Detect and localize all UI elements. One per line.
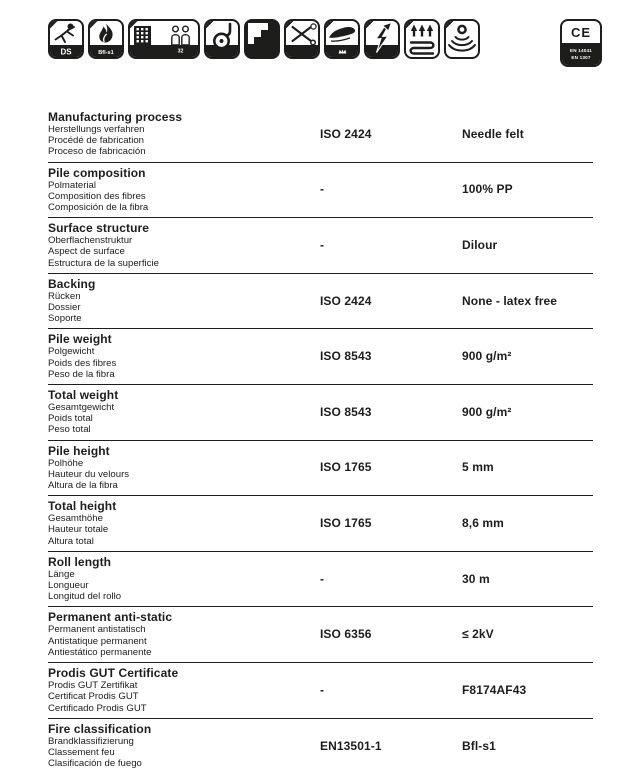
table-row — [48, 495, 593, 551]
spec-subtitle-de: Permanent antistatisch — [48, 624, 146, 636]
spec-subtitle-fr: Certificat Prodis GUT — [48, 691, 139, 703]
spec-subtitle-es: Peso total — [48, 424, 91, 436]
spec-value: 30 m — [462, 571, 490, 586]
spec-value-cell — [462, 444, 593, 492]
spec-standard: - — [320, 571, 325, 586]
spec-standard-cell — [320, 722, 462, 770]
spec-standard-cell — [320, 444, 462, 492]
spec-value-cell — [462, 555, 593, 603]
spec-subtitle-fr: Poids total — [48, 413, 93, 425]
spec-value-cell — [462, 388, 593, 436]
spec-subtitle-es: Estructura de la superficie — [48, 257, 159, 269]
spec-subtitle-de: Länge — [48, 568, 75, 580]
ce-mark-letters: CE — [570, 24, 592, 40]
spec-value: 5 mm — [462, 460, 494, 475]
spec-value-cell — [462, 166, 593, 214]
spec-standard: ISO 1765 — [320, 460, 372, 475]
table-row — [48, 384, 593, 440]
usage-class-icon — [128, 19, 200, 59]
spec-title: Prodis GUT Certificate — [48, 666, 179, 681]
spec-label-cell — [48, 277, 320, 325]
spec-value: None - latex free — [462, 293, 558, 308]
spec-subtitle-fr: Dossier — [48, 302, 81, 314]
table-row — [48, 718, 593, 773]
spec-value: 900 g/m² — [462, 404, 512, 419]
spec-standard: - — [320, 182, 325, 197]
spec-label-cell — [48, 221, 320, 269]
spec-subtitle-es: Composición de la fibra — [48, 202, 149, 214]
spec-subtitle-fr: Procédé de fabrication — [48, 135, 144, 147]
spec-label-cell — [48, 610, 320, 658]
spec-value: Dilour — [462, 238, 498, 253]
spec-label-cell — [48, 444, 320, 492]
spec-title: Backing — [48, 276, 96, 291]
fire-rating-icon — [88, 19, 124, 59]
spec-value: 100% PP — [462, 182, 513, 197]
spec-standard: ISO 8543 — [320, 404, 372, 419]
spec-subtitle-de: Rücken — [48, 290, 81, 302]
spec-subtitle-de: Gesamthöhe — [48, 513, 103, 525]
spec-subtitle-es: Proceso de fabricación — [48, 146, 146, 158]
spec-subtitle-fr: Hauteur du velours — [48, 468, 130, 480]
spec-value: 8,6 mm — [462, 516, 504, 531]
spec-standard-cell — [320, 610, 462, 658]
spec-value: ≤ 2kV — [462, 627, 494, 642]
table-row — [48, 662, 593, 718]
spec-subtitle-fr: Aspect de surface — [48, 246, 125, 258]
anti-static-icon — [364, 19, 400, 59]
spec-title: Roll length — [48, 554, 112, 569]
spec-standard: EN13501-1 — [320, 738, 382, 753]
spec-subtitle-es: Peso de la fibra — [48, 368, 115, 380]
spec-label-cell — [48, 110, 320, 158]
spec-value-cell — [462, 277, 593, 325]
spec-subtitle-de: Gesamtgewicht — [48, 402, 115, 414]
spec-value-cell — [462, 499, 593, 547]
acoustic-icon — [444, 19, 480, 59]
spec-subtitle-es: Longitud del rollo — [48, 591, 122, 603]
spec-standard-cell — [320, 110, 462, 158]
spec-subtitle-fr: Antistatique permanent — [48, 635, 147, 647]
spec-subtitle-es: Soporte — [48, 313, 82, 325]
spec-subtitle-de: Herstellungs verfahren — [48, 124, 145, 135]
spec-standard-cell — [320, 221, 462, 269]
spec-title: Total height — [48, 499, 117, 514]
ce-standard-line2: EN 1307 — [571, 54, 591, 60]
spec-value: Needle felt — [462, 126, 524, 141]
spec-subtitle-de: Oberflachenstruktur — [48, 235, 133, 247]
spec-subtitle-fr: Hauteur totale — [48, 524, 109, 536]
spec-label-cell — [48, 499, 320, 547]
spec-label-cell — [48, 388, 320, 436]
spec-value-cell — [462, 610, 593, 658]
fire-class-label: Bfl-s1 — [98, 49, 114, 56]
spec-subtitle-de: Brandklassifizierung — [48, 735, 134, 747]
spec-label-cell — [48, 166, 320, 214]
table-row — [48, 440, 593, 496]
spec-label-cell — [48, 555, 320, 603]
spec-value-cell — [462, 221, 593, 269]
spec-value-cell — [462, 722, 593, 770]
spec-title: Surface structure — [48, 221, 150, 236]
spec-standard-cell — [320, 166, 462, 214]
spec-standard-cell — [320, 666, 462, 714]
table-row — [48, 107, 593, 162]
spec-standard-cell — [320, 499, 462, 547]
spec-subtitle-de: Polgewicht — [48, 346, 95, 358]
ce-standard-line1: EN 14041 — [569, 48, 593, 54]
table-row — [48, 606, 593, 662]
table-row — [48, 551, 593, 607]
spec-standard: ISO 1765 — [320, 516, 372, 531]
table-row — [48, 162, 593, 218]
spec-title: Permanent anti-static — [48, 610, 173, 625]
spec-label-cell — [48, 666, 320, 714]
certification-icons-row — [48, 19, 602, 67]
spec-standard-cell — [320, 555, 462, 603]
spec-standard: - — [320, 238, 325, 253]
spec-value-cell — [462, 666, 593, 714]
ce-mark — [560, 19, 602, 67]
stairs-icon — [244, 19, 280, 59]
spec-value-cell — [462, 332, 593, 380]
spec-table — [48, 107, 593, 773]
spec-standard-cell — [320, 388, 462, 436]
table-row — [48, 328, 593, 384]
spec-standard: ISO 2424 — [320, 293, 372, 308]
spec-label-cell — [48, 332, 320, 380]
walking-comfort-icon — [324, 19, 360, 59]
spec-title: Fire classification — [48, 721, 152, 736]
spec-subtitle-fr: Longueur — [48, 580, 89, 592]
scissors-cut-icon — [284, 19, 320, 59]
spec-standard: ISO 2424 — [320, 126, 372, 141]
underfloor-heating-icon — [404, 19, 440, 59]
spec-subtitle-es: Altura de la fibra — [48, 480, 118, 492]
ce-standards — [562, 43, 600, 65]
spec-subtitle-de: Polmaterial — [48, 179, 96, 191]
spec-subtitle-es: Antiestático permanente — [48, 646, 152, 658]
spec-value: Bfl-s1 — [462, 738, 496, 753]
spec-standard: ISO 8543 — [320, 349, 372, 364]
spec-subtitle-es: Certificado Prodis GUT — [48, 702, 147, 714]
spec-standard-cell — [320, 332, 462, 380]
spec-value: F8174AF43 — [462, 682, 527, 697]
spec-title: Total weight — [48, 388, 119, 403]
table-row — [48, 273, 593, 329]
slip-resistance-icon — [48, 19, 84, 59]
usage-class-label: 32 — [177, 48, 184, 55]
castor-chair-icon — [204, 19, 240, 59]
spec-value: 900 g/m² — [462, 349, 512, 364]
spec-standard-cell — [320, 277, 462, 325]
spec-title: Pile height — [48, 443, 110, 458]
spec-title: Manufacturing process — [48, 110, 183, 124]
spec-standard: ISO 6356 — [320, 627, 372, 642]
spec-standard: - — [320, 682, 325, 697]
spec-value-cell — [462, 110, 593, 158]
spec-title: Pile weight — [48, 332, 112, 347]
spec-subtitle-fr: Poids des fibres — [48, 357, 117, 369]
slip-rating-label: DS — [60, 47, 72, 57]
spec-subtitle-fr: Classement feu — [48, 746, 115, 758]
spec-title: Pile composition — [48, 165, 146, 180]
spec-subtitle-de: Polhöhe — [48, 457, 84, 469]
spec-subtitle-de: Prodis GUT Zertifikat — [48, 680, 138, 692]
spec-subtitle-fr: Composition des fibres — [48, 190, 146, 202]
spec-subtitle-es: Altura total — [48, 535, 94, 547]
spec-subtitle-es: Clasificación de fuego — [48, 758, 142, 770]
table-row — [48, 217, 593, 273]
spec-label-cell — [48, 722, 320, 770]
